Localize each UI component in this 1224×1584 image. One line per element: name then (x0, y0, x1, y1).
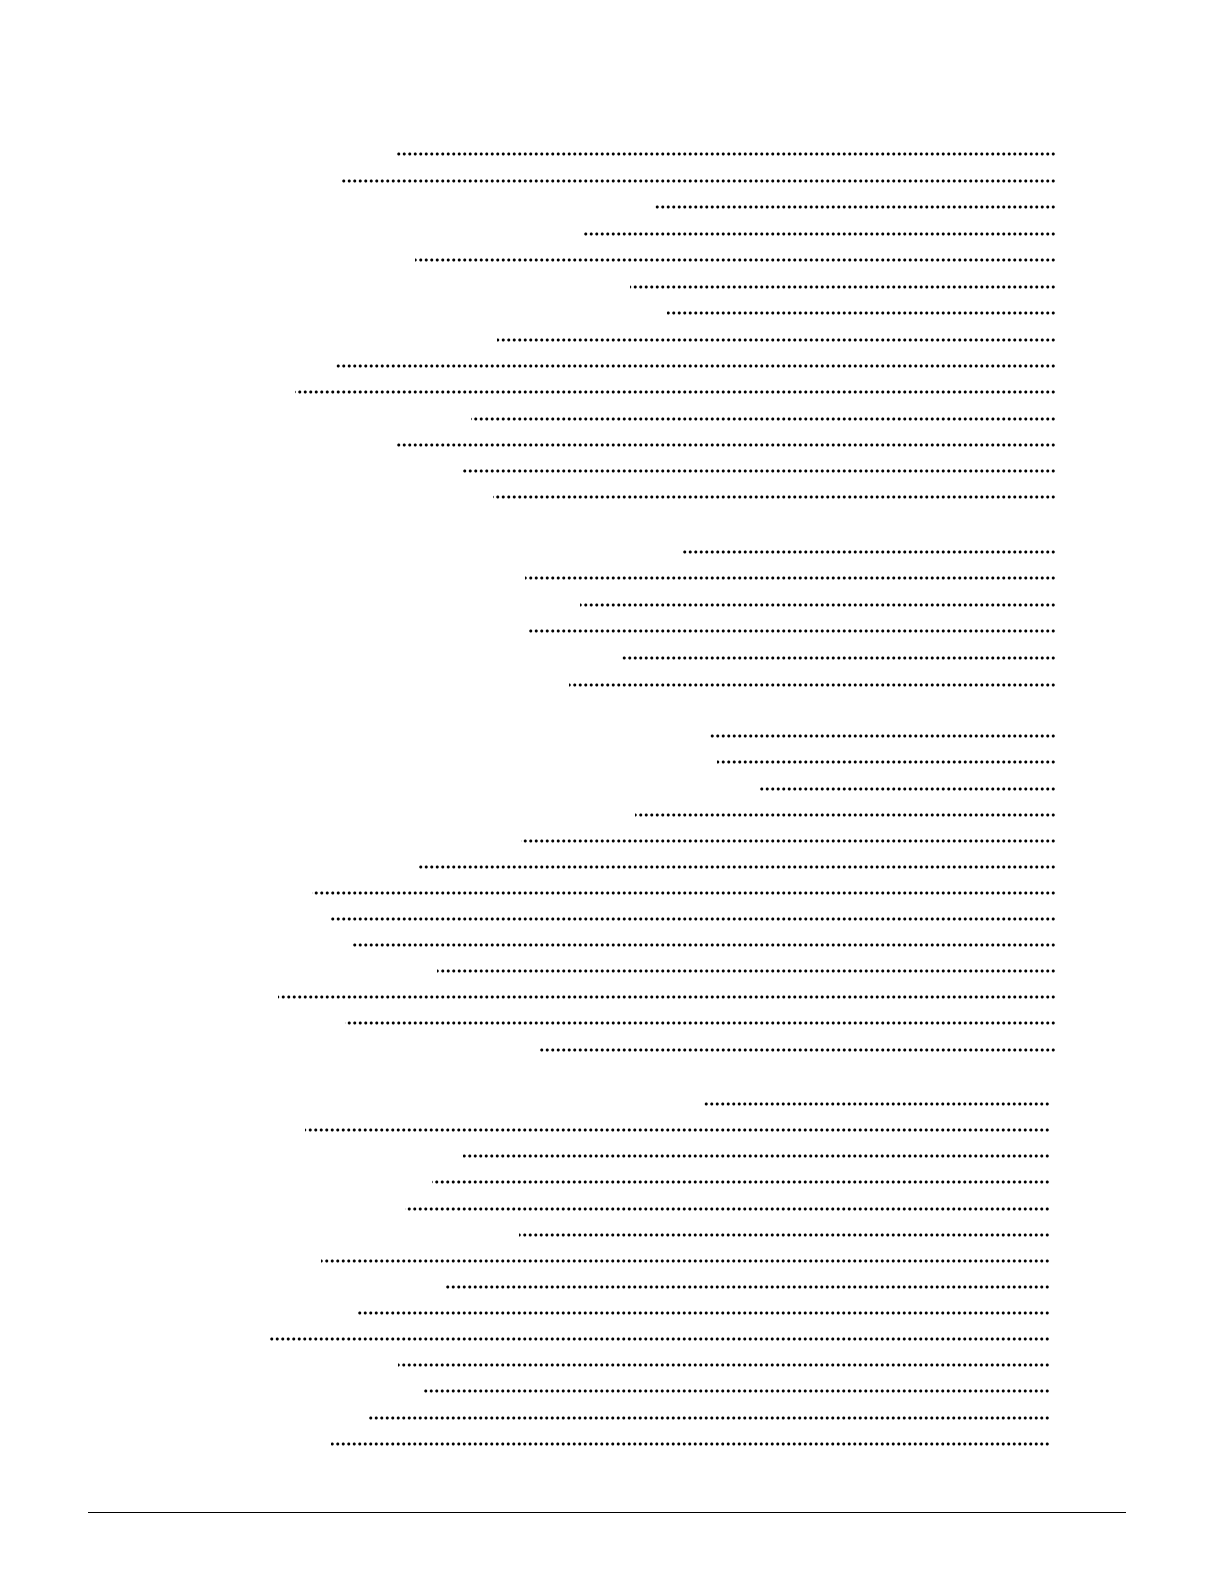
dot-leader (717, 760, 1056, 764)
dot-leader (709, 734, 1056, 738)
dot-leader (405, 1207, 1050, 1211)
dot-leader (654, 205, 1056, 209)
dot-leader (681, 550, 1056, 554)
dot-leader (368, 1416, 1050, 1420)
dot-leader (423, 1389, 1050, 1393)
dot-leader (395, 152, 1056, 156)
dot-leader (270, 1337, 1050, 1341)
dot-leader (415, 258, 1056, 262)
dot-leader (437, 969, 1056, 973)
dot-leader (463, 469, 1056, 473)
dot-leader (519, 1233, 1050, 1237)
dot-leader (580, 603, 1056, 607)
dot-leader (621, 656, 1056, 660)
dot-leader (305, 1128, 1050, 1132)
dot-leader (331, 1442, 1050, 1446)
dot-leader (493, 495, 1056, 499)
dot-leader (463, 1154, 1050, 1158)
dot-leader (446, 1285, 1050, 1289)
dot-leader (336, 364, 1056, 368)
dot-leader (667, 311, 1056, 315)
dot-leader (760, 787, 1056, 791)
dot-leader (312, 891, 1056, 895)
footer-rule (88, 1512, 1126, 1513)
dot-leader (398, 1363, 1050, 1367)
dot-leader (419, 865, 1056, 869)
dot-leader (278, 995, 1056, 999)
dot-leader (330, 917, 1056, 921)
dot-leader (497, 338, 1056, 342)
dot-leader (529, 629, 1056, 633)
dot-leader (353, 943, 1056, 947)
dot-leader (525, 576, 1056, 580)
dot-leader (397, 443, 1056, 447)
dot-leader (521, 839, 1056, 843)
dot-leader (569, 683, 1056, 687)
dot-leader (345, 1021, 1056, 1025)
dot-leader (630, 285, 1056, 289)
dot-leader (539, 1048, 1056, 1052)
dot-leader (635, 813, 1056, 817)
dot-leader (432, 1180, 1050, 1184)
dot-leader (342, 179, 1056, 183)
dot-leader (471, 417, 1056, 421)
dot-leader (321, 1259, 1050, 1263)
dot-leader (584, 232, 1056, 236)
dot-leader (295, 390, 1056, 394)
dot-leader (703, 1102, 1050, 1106)
dot-leader (358, 1311, 1050, 1315)
